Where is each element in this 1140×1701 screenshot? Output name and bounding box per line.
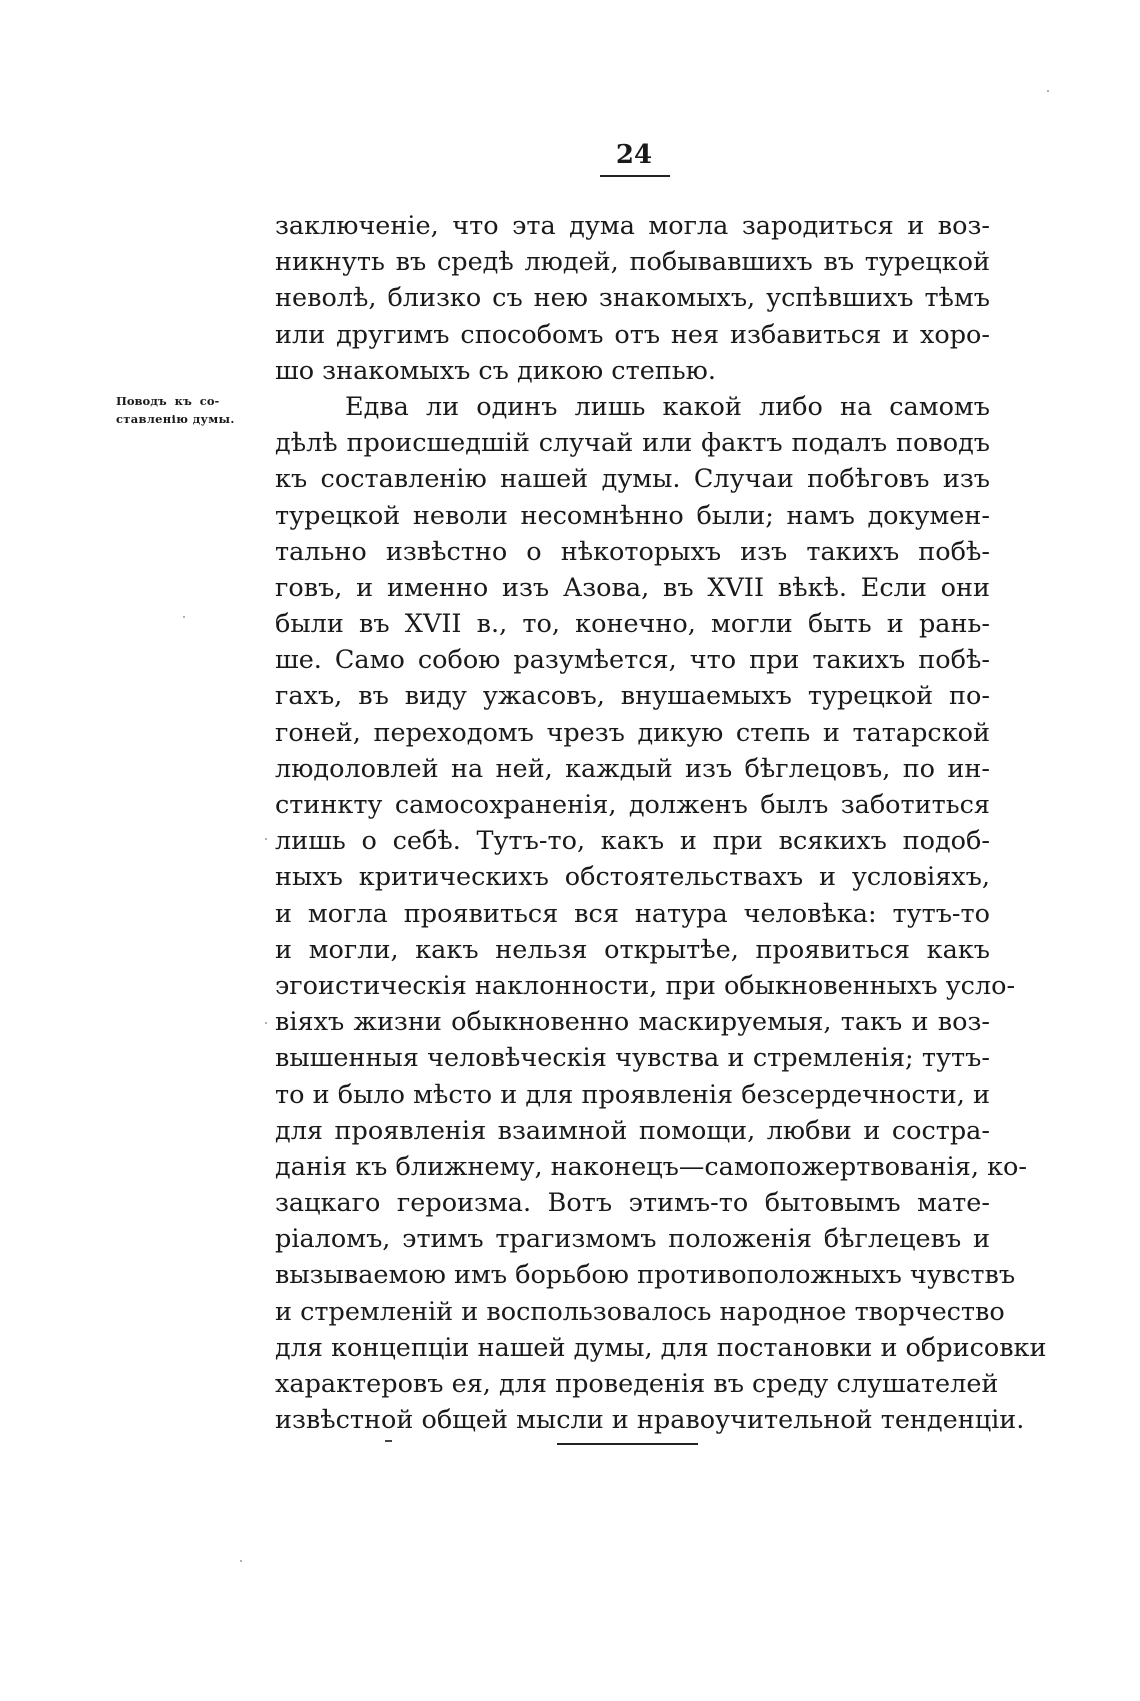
scan-speck [240,1560,242,1562]
text-line: для проявленія взаимной помощи, любви и состра- [275,1115,990,1146]
paragraph-2 [275,389,1047,1438]
text-line: или другимъ способомъ отъ нея избавиться и хоро- [275,319,990,350]
text-line: Едва ли одинъ лишь какой либо на самомъ [345,391,990,422]
text-line: шо знакомыхъ съ дикою степью. [275,355,716,386]
text-line: турецкой неволи несомнѣнно были; намъ докумен- [275,500,990,531]
text-line: дѣлѣ происшедшій случай или фактъ подалъ поводъ [275,428,990,459]
dash-mark [385,1440,392,1442]
text-line: вызываемою имъ борьбою противоположныхъ чувствъ [275,1260,1016,1291]
text-line: эгоистическія наклонности, при обыкновенныхъ усло- [275,970,1016,1001]
text-line: характеровъ ея, для проведенія въ среду слушателей [275,1369,999,1399]
text-line: для концепціи нашей думы, для постановки и обрисовки [275,1332,1047,1363]
text-line: лишь о себѣ. Тутъ-то, какъ и при всякихъ подоб- [275,826,990,857]
text-line: извѣстной общей мысли и нравоучительной тенденціи. [275,1405,1025,1436]
scan-speck [265,838,267,840]
scan-speck [1047,90,1049,92]
text-line: данія къ ближнему, наконецъ—самопожертвованія, ко- [275,1151,1027,1182]
text-line: и стремленій и воспользовалось народное творчество [275,1296,1005,1327]
text-line: людоловлей на ней, каждый изъ бѣглецовъ, по ин- [275,753,990,784]
text-line: ріаломъ, этимъ трагизмомъ положенія бѣглецевъ и [275,1224,990,1255]
page-number-underline [600,175,670,177]
sidenote-line: Поводъ къ со- [116,394,220,408]
text-line: неволѣ, близко съ нею знакомыхъ, успѣвшихъ тѣмъ [275,283,990,314]
end-rule [557,1443,698,1445]
paragraph-1 [275,208,990,389]
main-text [275,208,1047,1438]
text-line: и могли, какъ нельзя открытѣе, проявиться какъ [275,934,990,965]
text-line: зацкаго героизма. Вотъ этимъ-то бытовымъ мате- [275,1188,990,1219]
text-line: гоней, переходомъ чрезъ дикую степь и татарской [275,717,990,748]
text-line: ше. Само собою разумѣется, что при такихъ побѣ- [275,645,990,676]
text-line: гахъ, въ виду ужасовъ, внушаемыхъ турецкой по- [275,681,990,712]
text-line: говъ, и именно изъ Азова, въ XVII вѣкѣ. Если они [275,572,990,603]
text-line: были въ XVII в., то, конечно, могли быть и рань- [275,609,990,640]
text-line: стинкту самосохраненія, долженъ былъ заботиться [275,790,990,820]
text-line: вышенныя человѣческія чувства и стремленія; тутъ- [275,1043,990,1074]
text-line: то и было мѣсто и для проявленія безсердечности, и [275,1079,990,1110]
text-line: и могла проявиться вся натура человѣка: тутъ-то [275,898,990,929]
scan-speck [265,1022,267,1024]
page-number: 24 [615,140,653,170]
text-line: заключеніе, что эта дума могла зародиться и воз- [275,211,990,241]
text-line: тально извѣстно о нѣкоторыхъ изъ такихъ побѣ- [275,536,990,567]
scan-speck [183,616,185,618]
sidenote-line: ставленію думы. [116,412,235,426]
text-line: къ составленію нашей думы. Случаи побѣговъ изъ [275,464,990,495]
text-line: віяхъ жизни обыкновенно маскируемыя, такъ и воз- [275,1007,990,1038]
text-line: ныхъ критическихъ обстоятельствахъ и условіяхъ, [275,862,990,893]
text-line: никнуть въ средѣ людей, побывавшихъ въ турецкой [275,247,990,278]
margin-sidenote [116,392,276,428]
